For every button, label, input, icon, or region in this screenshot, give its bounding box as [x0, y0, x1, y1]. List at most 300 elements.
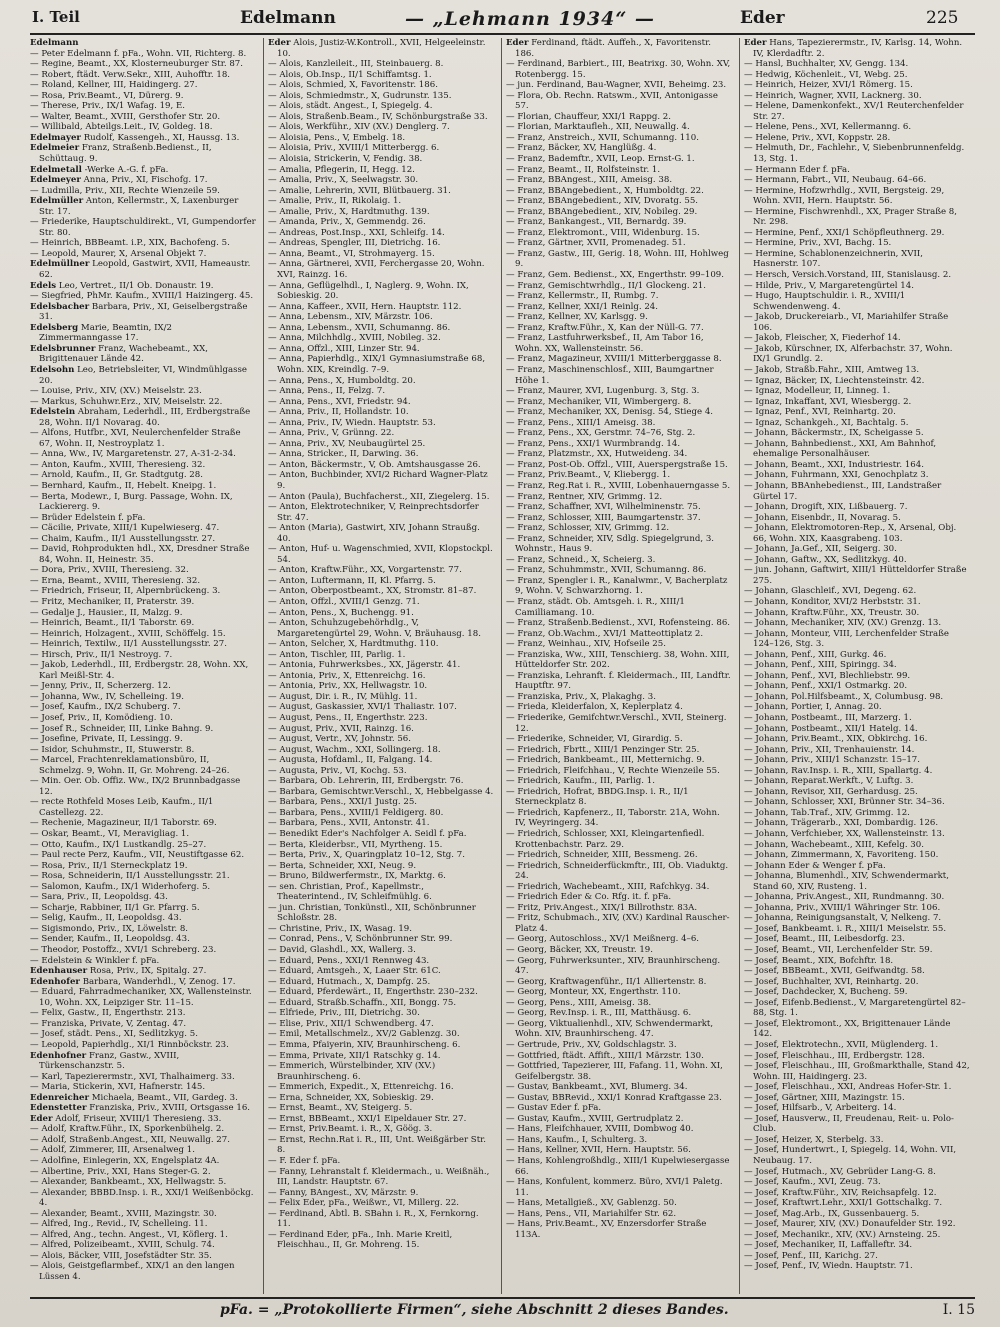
- entry-text: — Eduard, Pferdewärt., II, Engerthstr. 230–232.: [268, 987, 478, 998]
- directory-entry: [268, 966, 494, 977]
- directory-entry: [30, 797, 256, 818]
- entry-text: — Elfriede, Priv., III, Dietrichg. 30.: [268, 1008, 420, 1019]
- entry-text: — Andreas, Spengler, III, Dietrichg. 16.: [268, 238, 441, 249]
- directory-entry: [268, 903, 494, 924]
- directory-entry: [744, 165, 970, 176]
- entry-text: — Anton, Buchbinder, XVI/2 Richard Wagner-Platz 9.: [268, 470, 488, 491]
- entry-text: — Johanna, Blumenhdl., XIV, Schwendermarkt, Stand 60, XIV, Rusteng. 1.: [744, 871, 949, 892]
- entry-text: Abraham, Lederhdl., III, Erdbergstraße 28, Wohn. II/1 Novarag. 40.: [39, 407, 251, 428]
- entry-text: — Franz, Schlosser, XIII, Baumgartenstr. 37.: [506, 512, 701, 523]
- directory-entry: [30, 323, 256, 344]
- directory-entry: [506, 956, 732, 977]
- entry-text: — Eduard, Pens., XXI/1 Rennweg 43.: [268, 955, 430, 966]
- entry-text: — Robert, ftädt. Verw.Sekr., XIII, Auhofftr. 18.: [30, 69, 231, 80]
- entry-text: — Johann Eder & Wenger f. pFa.: [744, 860, 886, 871]
- directory-entry: [744, 618, 970, 629]
- entry-text: — Amalie, Lehrerin, XVII, Blütbauerg. 31.: [268, 185, 451, 196]
- entry-text: — Roland, Kellner, III, Haidingerg. 27.: [30, 80, 198, 91]
- directory-entry: [30, 449, 256, 460]
- entry-text: — Isidor, Schuhmstr., II, Stuwerstr. 8.: [30, 744, 195, 755]
- entry-text: — Hans, Konfulent, kommerz. Büro, XVI/1 Paletg. 11.: [506, 1177, 723, 1198]
- entry-text: — Franz, Lastfuhrwerksbef., II, Am Tabor 16, Wohn. XX, Wallensteinstr. 56.: [506, 333, 704, 354]
- directory-entry: [744, 1240, 970, 1251]
- directory-entry: [506, 1051, 732, 1062]
- entry-text: — Amalie, Priv., II, Rikolaig. 1.: [268, 196, 402, 207]
- directory-entry: [268, 186, 494, 197]
- entry-surname: Edenhofer: [30, 976, 80, 987]
- directory-entry: [30, 987, 256, 1008]
- entry-text: — Alois, Straßenb.Beam., IV, Schönburgstraße 33.: [268, 111, 488, 122]
- directory-entry: [30, 302, 256, 323]
- entry-text: — Christine, Priv., IX, Wasag. 19.: [268, 923, 413, 934]
- entry-text: — Anna, Kaffeer., XVII, Hern. Hauptstr. 112.: [268, 301, 462, 312]
- directory-entry: [506, 576, 732, 597]
- entry-text: — Franz, Schuhmmstr., XVII, Schumanng. 86.: [506, 565, 707, 576]
- entry-text: — Ernst, Priv.Beamt. i. R., X, Göög. 3.: [268, 1124, 433, 1135]
- directory-entry: [506, 1219, 732, 1240]
- entry-text: — Regine, Beamt., XX, Klosterneuburger Str. 87.: [30, 59, 243, 70]
- entry-surname: Edelmann: [30, 38, 79, 48]
- directory-entry: [268, 228, 494, 239]
- directory-entry: [268, 850, 494, 861]
- entry-text: — Felix Eder, pFa., Weißwr., VI, Millerg. 22.: [268, 1198, 460, 1209]
- directory-entry: [30, 576, 256, 587]
- directory-entry: [30, 681, 256, 692]
- entry-text: Leo, Vertret., II/1 Ob. Donaustr. 19.: [58, 280, 214, 291]
- directory-entry: [268, 660, 494, 671]
- directory-entry: [268, 818, 494, 829]
- directory-entry: [506, 998, 732, 1009]
- directory-entry: [268, 565, 494, 576]
- entry-text: — Friedrich, Bankbeamt., III, Metternichg. 9.: [506, 755, 705, 766]
- entry-text: — Cäcilie, Private, XIII/1 Kupelwieserg. 47.: [30, 523, 220, 534]
- directory-entry: [268, 1124, 494, 1135]
- directory-entry: [506, 481, 732, 492]
- entry-text: — Alois, Schmied, X, Favoritenstr. 186.: [268, 80, 438, 91]
- entry-text: — Alois, Bäcker, VIII, Josefstädter Str. 35.: [30, 1250, 212, 1261]
- entry-text: — Anna, Stricker., II, Darwing. 36.: [268, 449, 419, 460]
- directory-entry: [30, 1135, 256, 1146]
- directory-entry: [268, 122, 494, 133]
- directory-entry: [506, 1145, 732, 1156]
- entry-text: — Paul recte Perz, Kaufm., VII, Neustiftgasse 62.: [30, 850, 245, 861]
- directory-entry: [30, 776, 256, 797]
- directory-entry: [30, 818, 256, 829]
- entry-text: — Johanna, Priv.Angest., XII, Rundmanng. 30.: [744, 892, 945, 903]
- entry-text: — Georg, Pens., XIII, Ameisg. 38.: [506, 997, 652, 1008]
- entry-text: — Johann, Revisor, XII, Gerhardusg. 25.: [744, 786, 918, 797]
- entry-text: — Josef, Hundertwrt., I, Spiegelg. 14, Wohn. VII, Neubaug. 17.: [744, 1145, 957, 1166]
- directory-entry: [506, 1103, 732, 1114]
- directory-entry: [268, 671, 494, 682]
- directory-entry: [744, 1198, 970, 1209]
- entry-text: — Josef, Elektromont., XX, Brigittenauer Lände 142.: [744, 1018, 951, 1040]
- directory-entry: [30, 1051, 256, 1072]
- entry-text: — jun. Ferdinand, Bau-Wagner, XVII, Beheimg. 23.: [506, 80, 727, 91]
- entry-text: — Fanny, Lehranstalt f. Kleidermach., u. Weißnäh., III, Landstr. Hauptstr. 67.: [268, 1166, 490, 1188]
- entry-text: — Friedrich, Friseur, II, Alpernbrückeng. 3.: [30, 586, 221, 597]
- directory-entry: [506, 112, 732, 123]
- directory-entry: [506, 671, 732, 692]
- entry-text: — Sara, Priv., II, Leopoldsg. 43.: [30, 892, 168, 903]
- directory-entry: [268, 323, 494, 334]
- directory-entry: [30, 1219, 256, 1230]
- entry-text: — Willibald, Abteilgs.Leit., IV, Goldeg. 18.: [30, 122, 213, 133]
- directory-entry: [30, 966, 256, 977]
- directory-entry: [30, 840, 256, 851]
- directory-entry: [744, 1230, 970, 1241]
- entry-text: Adolf, Friseur, XVIII/1 Theresieng. 33.: [55, 1113, 222, 1124]
- entry-text: — Franz, BBAngebedient., X, Humboldtg. 22.: [506, 185, 704, 196]
- directory-entry: [744, 766, 970, 777]
- entry-text: Franz, Wachebeamt., XX, Brigittenauer Lände 42.: [39, 343, 208, 365]
- entry-text: — Ignaz, Inkaffant, XVI, Wiesbergg. 2.: [744, 396, 912, 407]
- entry-surname: Edenhofner: [30, 1050, 87, 1061]
- entry-text: — sen. Christian, Prof., Kapellmstr., Theaterintend., IV, Schleifmühlg. 6.: [268, 881, 432, 903]
- entry-text: — Franz, Gastw., III, Gerig. 18, Wohn. III, Hohlweg 9.: [506, 248, 729, 270]
- entry-text: — Franz, Bademftr., XVII, Leop. Ernst-G. 1.: [506, 154, 695, 165]
- directory-entry: [268, 829, 494, 840]
- directory-entry: [744, 597, 970, 608]
- column-2: [268, 38, 494, 1294]
- entry-text: — Louise, Priv., XIV, (XV.) Meiselstr. 23.: [30, 386, 202, 397]
- directory-entry: [744, 365, 970, 376]
- entry-text: — Friedrich, Kaufm., III, Parlig. 1.: [506, 776, 655, 787]
- directory-entry: [744, 861, 970, 872]
- directory-entry: [744, 850, 970, 861]
- entry-text: — Emil, Metallschmelz., XV/2 Gablenzg. 30.: [268, 1029, 460, 1040]
- entry-text: — Franz, Beamt., II, Rolfsteinstr. 1.: [506, 164, 661, 175]
- directory-entry: [30, 1145, 256, 1156]
- directory-entry: [506, 270, 732, 281]
- column-divider: [501, 38, 502, 1294]
- directory-entry: [268, 734, 494, 745]
- entry-text: — Alexander, Bankbeamt., XX, Hellwagstr. 5.: [30, 1177, 227, 1188]
- directory-entry: [506, 1040, 732, 1051]
- entry-text: — Elise, Priv., XII/1 Schwendberg. 47.: [268, 1018, 434, 1029]
- directory-entry: [30, 407, 256, 428]
- entry-text: — Franz, Maschinenschlosf., XIII, Baumgartner Höhe 1.: [506, 364, 714, 386]
- entry-text: — Hugo, Hauptschuldir. i. R., XVIII/1 Schwendenweng. 4.: [744, 291, 906, 312]
- entry-text: — Anton, Kaufm., XVIII, Theresieng. 32.: [30, 459, 206, 470]
- entry-text: — Barbara, Gemischtwr.Verschl., X, Hebbelgasse 4.: [268, 786, 494, 797]
- directory-entry: [268, 502, 494, 523]
- directory-entry: [268, 70, 494, 81]
- entry-text: Alois, Justiz-W.Kontroll., XVII, Helgeeleinstr. 10.: [277, 38, 486, 59]
- directory-entry: [30, 734, 256, 745]
- entry-text: — Georg, Rev.Insp. i. R., III, Matthäusg. 6.: [506, 1008, 692, 1019]
- directory-entry: [30, 196, 256, 217]
- column-divider: [263, 38, 264, 1294]
- directory-entry: [268, 281, 494, 302]
- entry-text: Franziska, Priv., XVIII, Ortsgasse 16.: [89, 1103, 251, 1114]
- page-footer: [30, 1300, 975, 1322]
- entry-text: — Gustav, Bankbeamt., XVI, Blumerg. 34.: [506, 1082, 688, 1093]
- entry-text: — Anton, Offzl., XVIII/1 Genzg. 71.: [268, 596, 420, 607]
- entry-text: — Fanny, BAngest., XV, Märzstr. 9.: [268, 1187, 419, 1198]
- entry-text: — Anton, Oberpostbeamt., XX, Stromstr. 81–87.: [268, 586, 477, 597]
- directory-entry: [268, 934, 494, 945]
- directory-entry: [30, 175, 256, 186]
- entry-text: — Ferdinand, Barbiert., III, Beatrixg. 30, Wohn. XV, Rotenbergg. 15.: [506, 59, 731, 80]
- entry-text: — Leopold, Maurer, X, Arsenal Objekt 7.: [30, 248, 207, 259]
- directory-entry: [30, 481, 256, 492]
- entry-text: — Amalia, Pflegerin, II, Hegg. 12.: [268, 164, 415, 175]
- entry-text: — Friederike, Gemifchtwr.Verschl., XVII, Steinerg. 12.: [506, 713, 727, 734]
- entry-text: — Friedrich, Wachebeamt., XIII, Rafchkyg. 34.: [506, 881, 710, 892]
- directory-entry: [268, 745, 494, 756]
- directory-entry: [506, 1135, 732, 1146]
- directory-entry: [506, 513, 732, 524]
- directory-entry: [744, 924, 970, 935]
- entry-text: — Barbara, Pens., XVIII/1 Feldigerg. 80.: [268, 807, 444, 818]
- directory-entry: [744, 797, 970, 808]
- directory-entry: [744, 1114, 970, 1135]
- entry-text: — Friedrich, Schneiderfückmftr., III, Ob. Viaduktg. 24.: [506, 860, 729, 882]
- entry-text: — Anton, Bäckermstr., V, Ob. Amtshausgasse 26.: [268, 459, 481, 470]
- directory-entry: [268, 618, 494, 639]
- entry-text: — Franz, BBAngebedient., XIV, Nobileg. 29.: [506, 206, 698, 217]
- directory-entry: [506, 977, 732, 988]
- directory-entry: [744, 903, 970, 914]
- directory-entry: [268, 650, 494, 661]
- directory-entry: [268, 354, 494, 375]
- entry-text: — Jenny, Priv., II, Scherzerg. 12.: [30, 681, 171, 692]
- entry-text: — Friedrich, Hofrat, BBDG.Insp. i. R., II/1 Sterneckplatz 8.: [506, 786, 689, 808]
- entry-text: — Antonia, Priv., X, Ettenreichg. 16.: [268, 670, 426, 681]
- directory-entry: [744, 397, 970, 408]
- entry-text: — Josef, Mag.Arb., IX, Gussenbauerg. 5.: [744, 1208, 920, 1219]
- entry-text: — Josef, Mechaniker, II, Laffalleftr. 34.: [744, 1240, 913, 1251]
- entry-text: — Eduard, Hutmach., X, Dampfg. 25.: [268, 976, 431, 987]
- directory-entry: [506, 1114, 732, 1125]
- entry-text: — Franz, Schneider, XIV, Sdlg. Spiegelgrund, 3. Wohnstr., Haus 9.: [506, 533, 715, 555]
- directory-entry: [268, 882, 494, 903]
- entry-text: — Josef, Priv., II, Komödieng. 10.: [30, 713, 173, 723]
- entry-text: — Eduard, Amtsgeh., X, Laaer Str. 61C.: [268, 966, 441, 977]
- directory-entry: [506, 702, 732, 713]
- entry-text: — Franz, Pens., XIII/1 Ameisg. 38.: [506, 417, 656, 428]
- directory-entry: [744, 291, 970, 312]
- entry-text: — Franz, Schneid., X, Scheierg. 3.: [506, 554, 656, 565]
- directory-entry: [506, 281, 732, 292]
- directory-entry: [506, 650, 732, 671]
- directory-entry: [268, 165, 494, 176]
- directory-entry: [30, 871, 256, 882]
- directory-entry: [30, 660, 256, 681]
- directory-entry: [268, 1093, 494, 1104]
- entry-text: — Johann, Elektromotoren-Rep., X, Arsenal, Obj. 66, Wohn. XIX, Kaasgrabeng. 103.: [744, 523, 957, 544]
- entry-text: — Johann, Glaschleif., XVI, Degeng. 62.: [744, 586, 917, 597]
- directory-entry: [268, 1135, 494, 1156]
- entry-text: — August, Pens., II, Engerthstr. 223.: [268, 713, 428, 723]
- entry-text: — Ignaz, Penf., XVI, Reinhartg. 20.: [744, 407, 896, 418]
- entry-text: — Friedrich, Fleifchhau., V, Rechte Wienzeile 55.: [506, 765, 720, 776]
- entry-text: — August, Dir. i. R., IV, Mühlg. 11.: [268, 691, 418, 702]
- directory-entry: [30, 1114, 256, 1125]
- entry-text: — Johann, BBAnhebedienst., III, Landstraßer Gürtel 17.: [744, 480, 942, 502]
- directory-entry: [268, 1082, 494, 1093]
- entry-text: — Florian, Marktaufleh., XII, Neuwallg. 4.: [506, 122, 690, 133]
- directory-entry: [268, 312, 494, 323]
- entry-text: — Johann, Rav.Insp. i. R., XIII, Spallartg. 4.: [744, 765, 933, 776]
- directory-entry: [744, 333, 970, 344]
- directory-entry: [30, 460, 256, 471]
- directory-entry: [506, 755, 732, 766]
- directory-entry: [506, 449, 732, 460]
- entry-text: — Franziska, Private, V, Zentag. 47.: [30, 1018, 187, 1029]
- entry-text: — Josef, Fleischhau., III, Großmarkthalle, Stand 42, Wohn. III, Haidingerg. 23.: [744, 1061, 970, 1082]
- entry-text: — Anna, Milchhdlg., XVIII, Nobileg. 32.: [268, 333, 441, 344]
- directory-entry: [506, 1124, 732, 1135]
- directory-entry: [30, 629, 256, 640]
- entry-text: — Franz, Gem. Bedienst., XX, Engerthstr. 99–109.: [506, 270, 724, 281]
- directory-entry: [268, 977, 494, 988]
- entry-text: — Walter, Beamt., XVIII, Gersthofer Str. 20.: [30, 111, 221, 122]
- directory-entry: [30, 523, 256, 534]
- entry-text: — Aloisia, Strickerin, V, Fendig. 38.: [268, 154, 423, 165]
- directory-entry: [268, 133, 494, 144]
- directory-entry: [744, 586, 970, 597]
- directory-entry: [506, 249, 732, 270]
- entry-text: — Heinrich, Beamt., II/1 Taborstr. 69.: [30, 618, 195, 629]
- directory-entry: [506, 787, 732, 808]
- directory-entry: [506, 639, 732, 650]
- entry-text: — Chaim, Kaufm., II/1 Ausstellungsstr. 27.: [30, 533, 216, 544]
- entry-text: — Heinrich, Heizer, XVI/1 Römerg. 15.: [744, 80, 913, 91]
- directory-entry: [30, 1177, 256, 1188]
- entry-text: — Hilde, Priv., V, Margaretengürtel 14.: [744, 280, 914, 291]
- directory-entry: [268, 386, 494, 397]
- directory-entry: [268, 998, 494, 1009]
- entry-text: — Theodor, Postoffz., XVI/1 Schreberg. 23.: [30, 945, 217, 956]
- directory-entry: [268, 956, 494, 967]
- entry-text: — Franz, Gärtner, XVII, Promenadeg. 51.: [506, 238, 686, 249]
- directory-entry: [30, 977, 256, 988]
- column-1: [30, 38, 256, 1294]
- directory-entry: [744, 745, 970, 756]
- directory-entry: [744, 238, 970, 249]
- entry-text: — Antonia, Fuhrwerksbes., XX, Jägerstr. 41.: [268, 660, 461, 671]
- directory-entry: [30, 397, 256, 408]
- directory-entry: [506, 1093, 732, 1104]
- entry-text: — Friedrich, Schlosser, XXI, Kleingartenfiedl. Krottenbachstr. Parz. 29.: [506, 829, 705, 850]
- entry-text: — Hans, Metallgieß., XV, Gablenzg. 50.: [506, 1198, 677, 1209]
- directory-entry: [506, 1177, 732, 1198]
- directory-entry: [506, 238, 732, 249]
- entry-text: — Franz, Rentner, XIV, Grimmg. 12.: [506, 491, 663, 502]
- entry-text: Hans, Tapezierermstr., IV, Karlsg. 14, Wohn. IV, Klerdadftr. 2.: [753, 38, 963, 59]
- entry-text: — Bernhard, Kaufm., II, Hebelt. Kneipg. 1.: [30, 480, 217, 491]
- entry-text: — Josef, Kaufm., IX/2 Schuberg. 7.: [30, 702, 181, 713]
- entry-text: Franz, Straßenb.Bedienst., II, Schüttaug. 9.: [39, 143, 212, 165]
- entry-text: — Franz, Reg.Rat i. R., XVIII, Lobenhauerngasse 5.: [506, 480, 731, 491]
- directory-entry: [506, 133, 732, 144]
- directory-entry: [268, 376, 494, 387]
- directory-entry: [744, 1209, 970, 1220]
- entry-text: — Johann, Priv., XII, Trenhauienstr. 14.: [744, 744, 915, 755]
- entry-text: — Johann, Gaftw., XX, Sedlitzkyg. 40.: [744, 554, 907, 565]
- entry-text: — Frieda, Kleiderfalon, X, Keplerplatz 4.: [506, 702, 683, 713]
- directory-entry: [30, 428, 256, 449]
- directory-entry: [30, 861, 256, 872]
- directory-entry: [506, 565, 732, 576]
- directory-entry: [506, 1198, 732, 1209]
- entry-text: — Josef, Buchhalter, XVI, Reinhartg. 20.: [744, 976, 919, 987]
- directory-entry: [268, 80, 494, 91]
- directory-entry: [268, 101, 494, 112]
- directory-entry: [506, 618, 732, 629]
- entry-text: — Scharje, Rabbiner, II/1 Gr. Pfarrg. 5.: [30, 902, 200, 913]
- directory-entry: [30, 586, 256, 597]
- directory-entry: [506, 629, 732, 640]
- directory-entry: [30, 544, 256, 565]
- entry-text: — Marcel, Frachtenreklamationsbüro, II, Schmelzg. 9, Wohn. II, Gr. Mohreng. 24–26.: [30, 755, 230, 776]
- directory-entry: [30, 1209, 256, 1220]
- entry-text: — Fritz, Priv.Angest., XIX/1 Billrothstr. 83A.: [506, 902, 698, 913]
- entry-text: — Erna, Beamt., XVIII, Theresieng. 32.: [30, 575, 201, 586]
- entry-text: — Josef, Penf., IV, Wiedn. Hauptstr. 71.: [744, 1261, 913, 1272]
- entry-surname: Edenstetter: [30, 1103, 87, 1114]
- directory-entry: [268, 143, 494, 154]
- entry-text: — Josef, Hausverw., II, Freudenau, Reit- u. Polo-Club.: [744, 1113, 954, 1135]
- entry-text: — Josef, Beamt., XIX, Bofchftr. 18.: [744, 955, 894, 966]
- entry-text: — Jakob, Fleischer, X, Fiederhof 14.: [744, 333, 901, 344]
- directory-entry: [268, 196, 494, 207]
- directory-entry: [744, 892, 970, 903]
- entry-text: — Amanda, Priv., X, Gemmendg. 26.: [268, 217, 426, 228]
- directory-entry: [30, 143, 256, 164]
- entry-text: — Georg, Kraftwagenführ., II/1 Alliertenstr. 8.: [506, 976, 707, 987]
- entry-text: — August, Gaskassier, XVI/1 Thaliastr. 107.: [268, 702, 457, 713]
- entry-text: Barbara, Wanderhdl., V, Zenog. 17.: [82, 976, 236, 987]
- directory-entry: [30, 38, 256, 49]
- entry-text: — Maria, Stickerin, XVI, Hafnerstr. 145.: [30, 1082, 206, 1093]
- entry-text: — Johann, Verfchieber, XX, Wallensteinstr. 13.: [744, 829, 945, 840]
- entry-text: — Ferdinand Eder, pFa., Inh. Marie Kreitl, Fleischhau., II, Gr. Mohreng. 15.: [268, 1229, 453, 1251]
- entry-text: Marie, Beamtin, IX/2 Zimmermanngasse 17.: [39, 322, 172, 344]
- entry-text: — Hersch, Versich.Vorstand, III, Stanislausg. 2.: [744, 270, 952, 281]
- directory-entry: [268, 597, 494, 608]
- directory-entry: [506, 829, 732, 850]
- directory-entry: [30, 692, 256, 703]
- entry-text: — Josef, Hutmach., XV, Gebrüder Lang-G. 8.: [744, 1166, 936, 1177]
- entry-text: — Gottfried, ftädt. Affift., XIII/1 Märzstr. 130.: [506, 1050, 704, 1061]
- entry-text: — Alois, Werkführ., XIV (XV.) Denglerg. 7.: [268, 122, 450, 133]
- entry-text: — David, Rohprodukten hdl., XX, Dresdner Straße 84, Wohn. II, Heinestr. 35.: [30, 544, 250, 565]
- entry-text: — Johann, Pol.Hilfsbeamt., X, Columbusg. 98.: [744, 691, 944, 702]
- entry-text: — Jakob, Straßb.Fahr., XIII, Amtweg 13.: [744, 364, 920, 375]
- entry-text: — Alexander, Beamt., XVIII, Mazingstr. 30.: [30, 1208, 217, 1219]
- directory-entry: [744, 407, 970, 418]
- entry-text: — Johann, Ja.Gef., XII, Seigerg. 30.: [744, 544, 897, 555]
- directory-entry: [506, 122, 732, 133]
- directory-entry: [268, 1029, 494, 1040]
- directory-entry: [506, 850, 732, 861]
- directory-entry: [744, 1177, 970, 1188]
- entry-text: — Anton, Kraftw.Führ., XX, Vorgartenstr. 77.: [268, 565, 462, 576]
- directory-entry: [506, 154, 732, 165]
- entry-text: — Anna, Offzl., XIII, Linzer Str. 94.: [268, 343, 420, 354]
- directory-entry: [744, 808, 970, 819]
- directory-entry: [268, 428, 494, 439]
- entry-text: — Franz, BBAngebedient., XIV, Dvoratg. 55.: [506, 196, 699, 207]
- directory-entry: [744, 776, 970, 787]
- directory-entry: [506, 882, 732, 893]
- directory-entry: [268, 1008, 494, 1019]
- entry-surname: Eder: [268, 38, 291, 48]
- entry-text: — Josef, Fleischhau., XXI, Andreas Hofer-Str. 1.: [744, 1082, 952, 1093]
